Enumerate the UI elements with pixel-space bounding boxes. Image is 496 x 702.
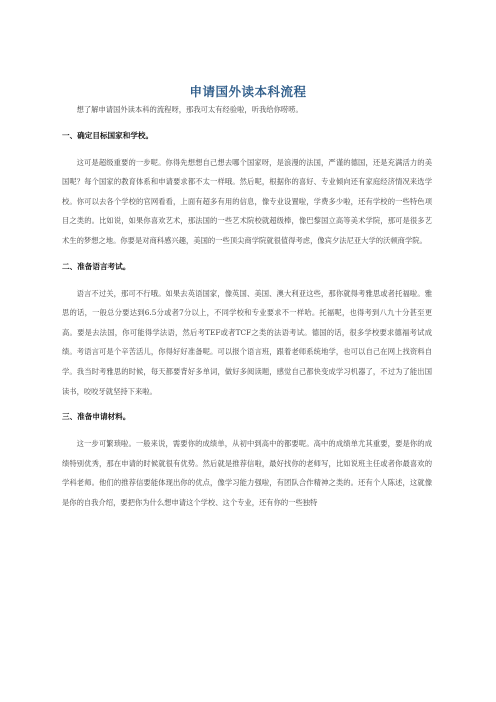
section-heading-3: 三、准备申请材料。 bbox=[62, 412, 131, 422]
page-title: 申请国外读本科流程 bbox=[189, 84, 307, 99]
section-heading-1: 一、确定目标国家和学校。 bbox=[62, 130, 154, 140]
intro-paragraph: 想了解申请国外读本科的流程呀，那我可太有经验啦，听我给你唠唠。 bbox=[76, 105, 303, 114]
document-body bbox=[62, 100, 432, 513]
section-paragraph-2: 语言不过关，那可不行哦。如果去英语国家，像英国、美国、澳大利亚这些，那你就得考雅思或者托福啦。雅思的话，一般总分要达到6.5分或者7分以上，不同学校和专业要求不一样哈。托福呢，也得考到八九十分甚至更高。要是去法国，你可能得学法语，然后考TEF或者TCF之类的法语考试。德国的话，很多学校要求德福考试成绩。考语言可是个辛苦活儿，你得好好准备呢。可以报个语言班，跟着老师系统地学，也可以自己在网上找资料自学。我当时考雅思的时候，每天都要背好多单词，做好多阅读题，感觉自己都快变成学习机器了，不过为了能出国读书，咬咬牙就坚持下来啦。 bbox=[62, 288, 432, 396]
section-heading-2: 二、准备语言考试。 bbox=[62, 261, 131, 271]
section-paragraph-3: 这一步可繁琐啦。一般来说，需要你的成绩单，从初中到高中的都要呢。高中的成绩单尤其重要，要是你的成绩特别优秀，那在申请的时候就很有优势。然后就是推荐信啦，最好找你的老师写，比如说班主任或者你最喜欢的学科老师。他们的推荐信要能体现出你的优点，像学习能力强啦，有团队合作精神之类的。还有个人陈述，这就像是你的自我介绍，要把你为什么想申请这个学校、这个专业，还有你的一些独特 bbox=[62, 439, 432, 507]
section-paragraph-1: 这可是超级重要的一步呢。你得先想想自己想去哪个国家呀，是浪漫的法国，严谨的德国，还是充满活力的美国呢？每个国家的教育体系和申请要求都不太一样哦。然后呢，根据你的喜好、专业倾向还有家庭经济情况来选学校。你可以去各个学校的官网看看，上面有超多有用的信息，像专业设置啦，学费多少啦，还有学校的一些特色项目之类的。比如说，如果你喜欢艺术，那法国的一些艺术院校就超级棒，像巴黎国立高等美术学院，那可是很多艺术生的梦想之地。你要是对商科感兴趣，美国的一些顶尖商学院就很值得考虑，像宾夕法尼亚大学的沃顿商学院。 bbox=[62, 157, 432, 245]
